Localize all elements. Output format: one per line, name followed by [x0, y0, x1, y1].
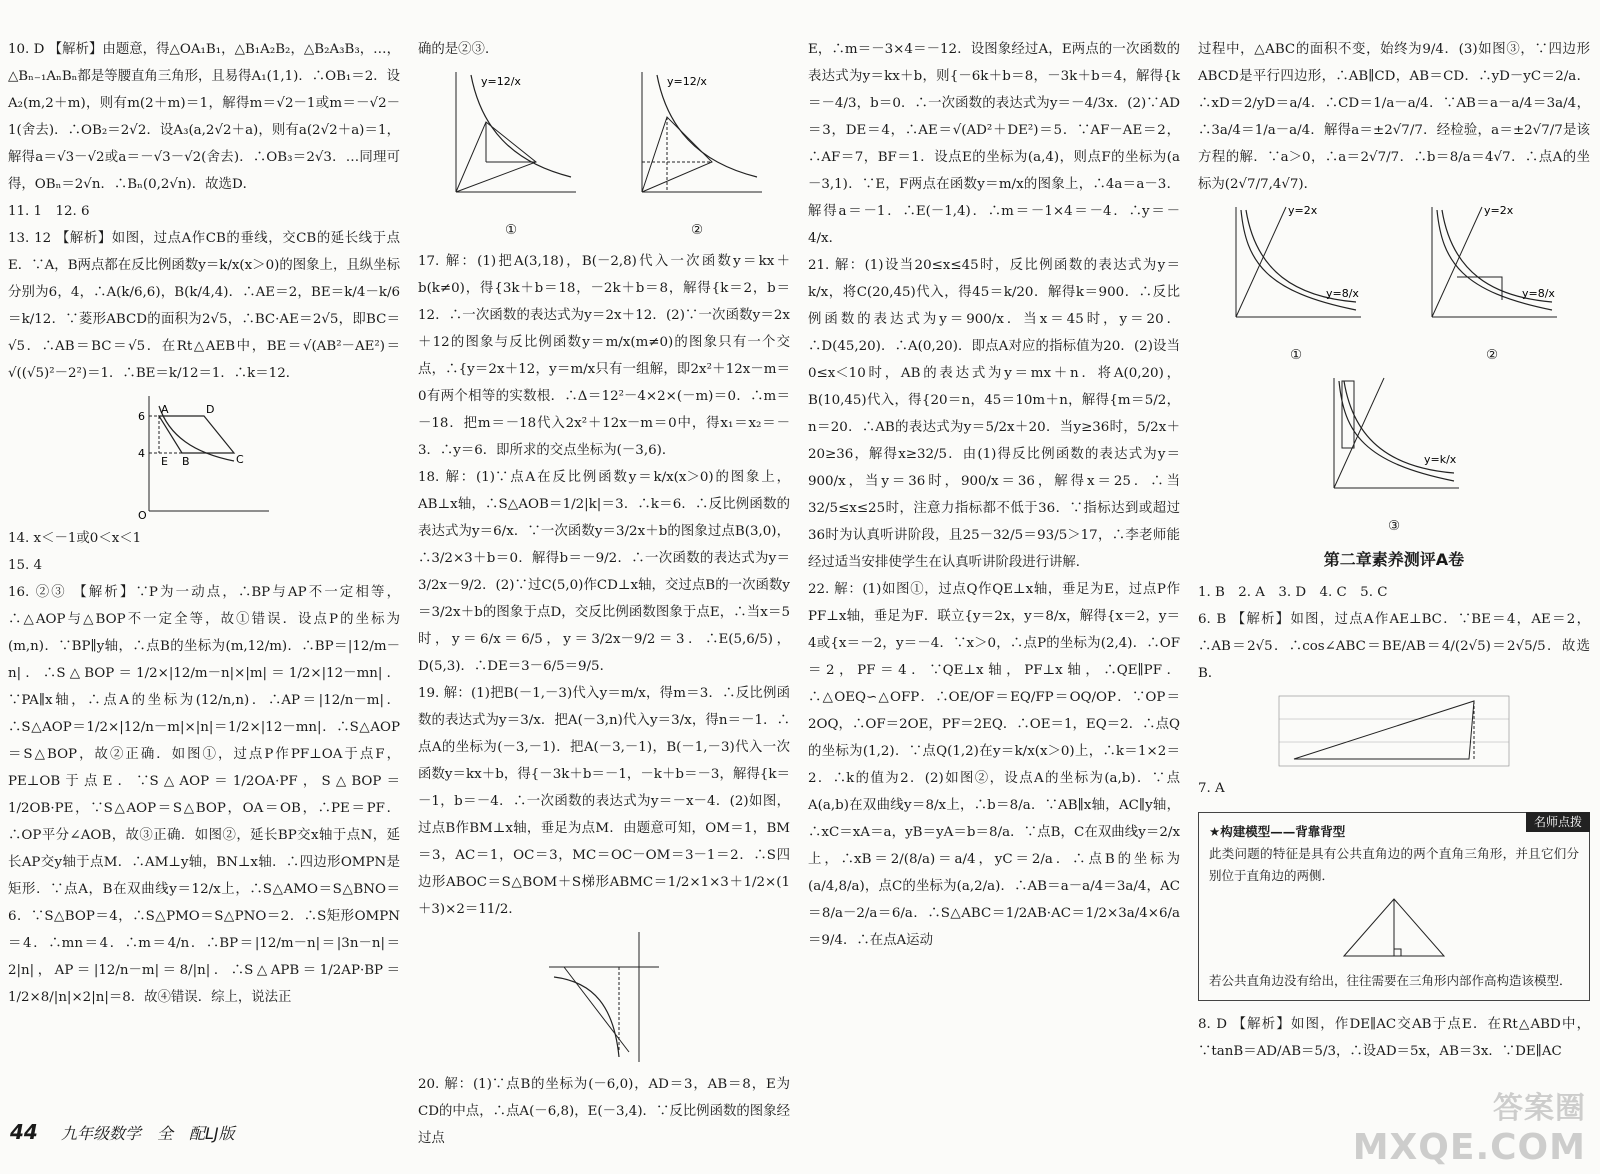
section-title: 第二章素养测评A卷: [1323, 550, 1465, 569]
fig22-1-eq-2x: y=2x: [1288, 204, 1318, 217]
answer-16: 16. ②③ 【解析】∵P为一动点，∴BP与AP不一定相等，∴△AOP与△BOP不一定全等，故①错误．设点P的坐标为(m,n)．∵BP∥y轴，∴点B的坐标为(m,12/m)．∴BP＝|12/m－n|．∴S△BOP＝1/2×|12/m－n|×|m|＝1/2×|12－mn|．∵PA∥x轴，∴点A的坐标为(12/n,n)．∴AP＝|12/n－m|．∴S△AOP＝1/2×|12/n－m|×|n|＝1/2×|12－mn|．∴S△AOP＝S△BOP，故②正确．如图①，过点P作PF⊥OA于点F，PE⊥OB于点E．∵S△AOP＝1/2OA·PF，S△BOP＝1/2OB·PE，∵S△AOP＝S△BOP，OA＝OB，∴PE＝PF．∴OP平分∠AOB，故③正确．如图②，延长BP交x轴于点N，延长AP交y轴于点M．∴AM⊥y轴，BN⊥x轴．∴四边形OMPN是矩形．∵点A，B在双曲线y＝12/x上，∴S△AMO＝S△BNO＝6．∵S△BOP＝4，∴S△PMO＝S△PNO＝2．∴S矩形OMPN＝4．∴mn＝4．∴m＝4/n．∴BP＝|12/m－n|＝|3n－n|＝2|n|，AP＝|12/n－m|＝8/|n|．∴S△APB＝1/2AP·BP＝1/2×8/|n|×2|n|＝8．故④错误．综上，说法正: [8, 585, 400, 1005]
figure-16-2: [627, 67, 767, 244]
fig16-2-equation: y=12/x: [667, 75, 707, 88]
figure-16-1: [441, 67, 581, 244]
fig16-caption-1: ①: [504, 223, 517, 238]
fig22-3-eq-kx: y=k/x: [1424, 453, 1457, 466]
answer-15: 15. 4: [8, 558, 43, 573]
watermark-logo: [1353, 1083, 1586, 1168]
answer-7: 7. A: [1198, 781, 1225, 796]
answer-13: 13. 12 【解析】如图，过点A作CB的垂线，交CB的延长线于点E．∵A，B两点都在反比例函数y＝k/x(x＞0)的图象上，且纵坐标分别为6，4，∴A(k/6,6)，B(k/4,4)．∴AE＝2，BE＝k/4－k/6＝k/12．∵菱形ABCD的面积为2√5，∴BC·AE＝2√5，即BC＝√5．∴AB＝BC＝√5．在Rt△AEB中，BE＝√(AB²－AE²)＝√((√5)²－2²)＝1．∴BE＝k/12＝1．∴k＝12．: [8, 231, 400, 381]
fig22-1-eq-8x: y=8/x: [1326, 287, 1359, 300]
answer-19: 19. 解：(1)把B(－1,－3)代入y＝m/x，得m＝3．∴反比例函数的表达式为y＝3/x．把A(－3,n)代入y＝3/x，得n＝－1．∴点A的坐标为(－3,－1)．把A(－3,－1)，B(－1,－3)代入一次函数y＝kx＋b，得{－3k＋b＝－1，－k＋b＝－3，解得{k＝－1，b＝－4．∴一次函数的表达式为y＝－x－4．(2)如图，过点B作BM⊥x轴，垂足为点M．由题意可知，OM＝1，BM＝3，AC＝1，OC＝3，MC＝OC－OM＝3－1＝2．∴S四边形ABOC＝S△BOM＋S梯形ABMC＝1/2×1×3＋1/2×(1＋3)×2＝11/2．: [418, 686, 790, 917]
fig13-label-b: B: [182, 455, 190, 468]
column-1: [8, 36, 400, 1116]
fig22-caption-3: ③: [1387, 519, 1400, 534]
answer-14: 14. x＜－1或0＜x＜1: [8, 531, 142, 546]
fig13-label-6: 6: [138, 410, 145, 423]
fig22-caption-1: ①: [1289, 348, 1302, 363]
page-number: 44: [10, 1120, 38, 1144]
tip-title: ★构建模型——背靠背型: [1209, 824, 1346, 839]
answer-10: 10. D 【解析】由题意，得△OA₁B₁，△B₁A₂B₂，△B₂A₃B₃，…，△Bₙ₋₁AₙBₙ都是等腰直角三角形，且易得A₁(1,1)．∴OB₁＝2．设A₂(m,2＋m)，则有m(2＋m)＝1，解得m＝√2－1或m＝－√2－1(舍去)．∴OB₂＝2√2．设A₃(a,2√2＋a)，则有a(2√2＋a)＝1，解得a＝√3－√2或a＝－√3－√2(舍去)．∴OB₃＝2√3．…同理可得，OBₙ＝2√n．∴Bₙ(0,2√n)．故选D．: [8, 42, 400, 192]
fig16-caption-2: ②: [690, 223, 703, 238]
fig13-label-a: A: [161, 403, 169, 416]
fig13-label-e: E: [161, 455, 168, 468]
figure-22-3: [1198, 373, 1590, 540]
figure-22-row: [1198, 202, 1590, 369]
tip-figure-back-to-back: [1324, 891, 1464, 966]
answer-20: 20. 解：(1)∵点B的坐标为(－6,0)，AD＝3，AB＝8，E为CD的中点，∴点A(－6,8)，E(－3,4)．∵反比例函数的图象经过点: [418, 1077, 790, 1146]
figure-19: [544, 927, 664, 1067]
column-4: [1198, 36, 1590, 1116]
fig22-2-eq-8x: y=8/x: [1522, 287, 1555, 300]
answer-22: 22. 解：(1)如图①，过点Q作QE⊥x轴，垂足为E，过点P作PF⊥x轴，垂足为F．联立{y＝2x，y＝8/x，解得{x＝2，y＝4或{x＝－2，y＝－4．∵x＞0，∴点P的坐标为(2,4)．∴OF＝2，PF＝4．∵QE⊥x轴，PF⊥x轴，∴QE∥PF．∴△OEQ∽△OFP．∴OE/OF＝EQ/FP＝OQ/OP．∵OP＝2OQ，∴OF＝2OE，PF＝2EQ．∴OE＝1，EQ＝2．∴点Q的坐标为(1,2)．∵点Q(1,2)在y＝k/x(x＞0)上，∴k＝1×2＝2．∴k的值为2．(2)如图②，设点A的坐标为(a,b)．∵点A(a,b)在双曲线y＝8/x上，∴b＝8/a．∵AB∥x轴，AC∥y轴，∴xC＝xA＝a，yB＝yA＝b＝8/a．∵点B，C在双曲线y＝2/x上，∴xB＝2/(8/a)＝a/4，yC＝2/a．∴点B的坐标为(a/4,8/a)，点C的坐标为(a,2/a)．∴AB＝a－a/4＝3a/4，AC＝8/a－2/a＝6/a．∴S△ABC＝1/2AB·AC＝1/2×3a/4×6/a＝9/4．∴在点A运动: [808, 582, 1180, 948]
fig22-caption-2: ②: [1485, 348, 1498, 363]
tip-note: 若公共直角边没有给出，往往需要在三角形内部作高构造该模型．: [1209, 973, 1572, 988]
figure-22-2: [1422, 202, 1562, 369]
fig13-label-4: 4: [138, 447, 145, 460]
figure-16-row: [418, 67, 790, 244]
answer-6: 6. B 【解析】如图，过点A作AE⊥BC．∵BE＝4，AE＝2，∴AB＝2√5．∴cos∠ABC＝BE/AB＝4/(2√5)＝2√5/5．故选B．: [1198, 612, 1590, 681]
watermark-cn: 答案圈: [1493, 1091, 1586, 1126]
answer-8: 8. D 【解析】如图，作DE∥AC交AB于点E．在Rt△ABD中，∵tanB＝AD/AB＝5/3，∴设AD＝5x，AB＝3x．∵DE∥AC: [1198, 1017, 1590, 1059]
book-title: 九年级数学 全 配LJ版: [60, 1124, 235, 1143]
figure-13-rhombus: [134, 391, 274, 521]
fig13-label-o: O: [138, 509, 147, 522]
watermark-en: MXQE.COM: [1352, 1127, 1586, 1168]
figure-22-1: [1226, 202, 1366, 369]
answer-17: 17. 解：(1)把A(3,18)，B(－2,8)代入一次函数y＝kx＋b(k≠0)，得{3k＋b＝18，－2k＋b＝8，解得{k＝2，b＝12．∴一次函数的表达式为y＝2x＋12．(2)∵一次函数y＝2x＋12的图象与反比例函数y＝m/x(m≠0)的图象只有一个交点，∴{y＝2x＋12，y＝m/x只有一组解，即2x²＋12x－m＝0有两个相等的实数根．∴Δ＝12²－4×2×(－m)＝0．∴m＝－18．把m＝－18代入2x²＋12x－m＝0中，得x₁＝x₂＝－3．∴y＝6．即所求的交点坐标为(－3,6)．: [418, 254, 790, 458]
answer-21: 21. 解：(1)设当20≤x≤45时，反比例函数的表达式为y＝k/x，将C(20,45)代入，得45＝k/20．解得k＝900．∴反比例函数的表达式为y＝900/x．当x＝45时，y＝20．∴D(45,20)．∴A(0,20)．即点A对应的指标值为20．(2)设当0≤x＜10时，AB的表达式为y＝mx＋n．将A(0,20)，B(10,45)代入，得{20＝n，45＝10m＋n，解得{m＝5/2，n＝20．∴AB的表达式为y＝5/2x＋20．当y≥36时，5/2x＋20≥36，解得x≥32/5．由(1)得反比例函数的表达式为y＝900/x，当y＝36时，900/x＝36，解得x＝25．∴当32/5≤x≤25时，注意力指标都不低于36．∵指标达到或超过36时为认真听讲阶段，且25－32/5＝93/5＞17，∴李老师能经过适当安排使学生在认真听讲阶段进行讲解．: [808, 258, 1180, 570]
answers-1-5: 1. B 2. A 3. D 4. C 5. C: [1198, 585, 1388, 600]
tip-text: 此类问题的特征是具有公共直角边的两个直角三角形，并且它们分别位于直角边的两侧．: [1209, 846, 1579, 883]
tip-box: [1198, 812, 1590, 1001]
answer-18: 18. 解：(1)∵点A在反比例函数y＝k/x(x＞0)的图象上，AB⊥x轴，∴S△AOB＝1/2|k|＝3．∴k＝6．∴反比例函数的表达式为y＝6/x．∵一次函数y＝3/2x＋b的图象过点B(3,0)，∴3/2×3＋b＝0．解得b＝－9/2．∴一次函数的表达式为y＝3/2x－9/2．(2)∵过C(5,0)作CD⊥x轴，交过点B的一次函数y＝3/2x＋b的图象于点D，交反比例函数图象于点E，∴当x＝5时，y＝6/x＝6/5，y＝3/2x－9/2＝3．∴E(5,6/5)，D(5,3)．∴DE＝3－6/5＝9/5．: [418, 470, 790, 674]
column-3: [808, 36, 1180, 1116]
answer-22-cont: 过程中，△ABC的面积不变，始终为9/4．(3)如图③，∵四边形ABCD是平行四边形，∴AB∥CD，AB＝CD．∴yD－yC＝2/a．∴xD＝2/yD＝a/4．∴CD＝1/a－a/4．∵AB＝a－a/4＝3a/4，∴3a/4＝1/a－a/4．解得a＝±2√7/7．经检验，a＝±2√7/7是该方程的解．∵a＞0，∴a＝2√7/7．∴b＝8/a＝4√7．∴点A的坐标为(2√7/7,4√7)．: [1198, 42, 1590, 192]
page-footer: [10, 1120, 235, 1144]
tip-tag: 名师点拨: [1526, 812, 1590, 832]
answer-16-end: 确的是②③．: [418, 42, 499, 57]
answer-20-cont: E，∴m＝－3×4＝－12．设图象经过A，E两点的一次函数的表达式为y＝kx＋b，则{－6k＋b＝8，－3k＋b＝4，解得{k＝－4/3，b＝0．∴一次函数的表达式为y＝－4/3x．(2)∵AD＝3，DE＝4，∴AE＝√(AD²＋DE²)＝5．∵AF－AE＝2，∴AF＝7，BF＝1．设点E的坐标为(a,4)，则点F的坐标为(a－3,1)．∵E，F两点在函数y＝m/x的图象上，∴4a＝a－3．解得a＝－1．∴E(－1,4)．∴m＝－1×4＝－4．∴y＝－4/x．: [808, 42, 1180, 246]
column-2: [418, 36, 790, 1146]
fig22-2-eq-2x: y=2x: [1484, 204, 1514, 217]
fig13-label-d: D: [206, 403, 215, 416]
answer-11-12: 11. 1 12. 6: [8, 204, 90, 219]
fig13-label-c: C: [236, 453, 244, 466]
figure-6: [1274, 691, 1514, 771]
fig16-1-equation: y=12/x: [481, 75, 521, 88]
